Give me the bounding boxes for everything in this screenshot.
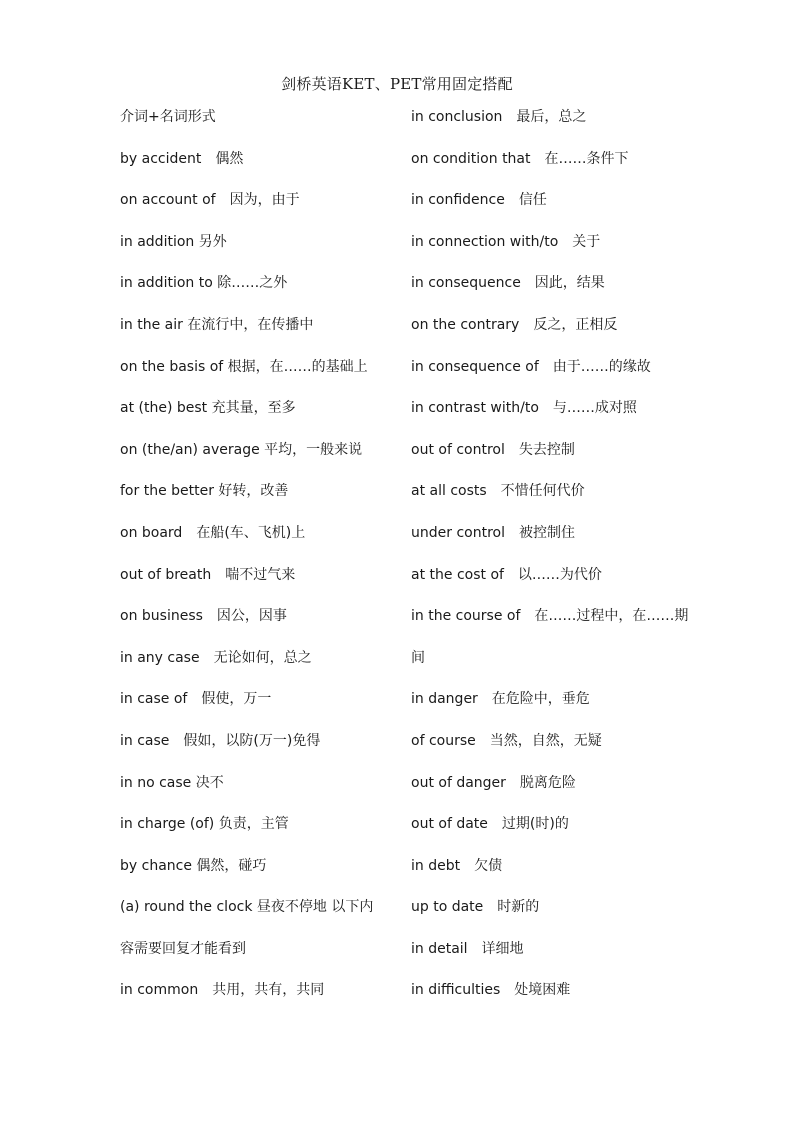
phrase-entry: under control 被控制住: [411, 524, 575, 541]
phrase-entry: out of control 失去控制: [411, 441, 575, 458]
phrase-entry: by chance 偶然，碰巧: [120, 857, 267, 874]
phrase-entry: by accident 偶然: [120, 150, 244, 167]
phrase-entry-continuation: 间: [411, 649, 425, 666]
phrase-entry: on (the/an) average 平均，一般来说: [120, 441, 363, 458]
phrase-entry: at all costs 不惜任何代价: [411, 483, 585, 500]
page-title: 剑桥英语KET、PET常用固定搭配: [281, 75, 513, 93]
phrase-entry: on the basis of 根据，在……的基础上: [120, 358, 368, 375]
right-column: [411, 107, 701, 1022]
phrase-entry: in case 假如，以防(万一)免得: [120, 732, 321, 749]
phrase-entry: on the contrary 反之，正相反: [411, 316, 618, 333]
phrase-entry: in no case 决不: [120, 774, 224, 791]
phrase-entry: out of danger 脱离危险: [411, 774, 576, 791]
section-heading: 介词+名词形式: [120, 109, 216, 125]
phrase-entry: in case of 假使，万一: [120, 691, 272, 708]
phrase-entry: in the course of 在……过程中，在……期: [411, 608, 689, 625]
phrase-entry: in conclusion 最后，总之: [411, 109, 587, 125]
phrase-entry: in any case 无论如何，总之: [120, 649, 312, 666]
phrase-entry: in consequence of 由于……的缘故: [411, 358, 651, 375]
phrase-entry: in the air 在流行中，在传播中: [120, 316, 314, 333]
phrase-entry: in confidence 信任: [411, 192, 547, 209]
phrase-entry: in charge (of) 负责，主管: [120, 816, 289, 833]
phrase-entry: in detail 详细地: [411, 940, 524, 957]
phrase-entry-continuation: 容需要回复才能看到: [120, 940, 246, 957]
left-column: [120, 107, 390, 1022]
phrase-entry: in addition 另外: [120, 233, 227, 250]
phrase-entry: of course 当然，自然，无疑: [411, 732, 602, 749]
phrase-entry: out of date 过期(时)的: [411, 816, 569, 833]
phrase-entry: for the better 好转，改善: [120, 483, 289, 500]
phrase-entry: in connection with/to 关于: [411, 233, 601, 250]
phrase-entry: in danger 在危险中，垂危: [411, 691, 590, 708]
phrase-entry: in difficulties 处境困难: [411, 982, 571, 999]
phrase-entry: at (the) best 充其量，至多: [120, 400, 296, 417]
phrase-entry: in common 共用，共有，共同: [120, 982, 325, 999]
phrase-entry: on condition that 在……条件下: [411, 150, 629, 167]
phrase-entry: (a) round the clock 昼夜不停地 以下内: [120, 899, 374, 916]
phrase-entry: on board 在船(车、飞机)上: [120, 524, 306, 541]
phrase-entry: in contrast with/to 与……成对照: [411, 400, 637, 417]
phrase-entry: in consequence 因此，结果: [411, 275, 605, 292]
phrase-entry: on business 因公，因事: [120, 608, 287, 625]
phrase-entry: in debt 欠债: [411, 857, 503, 874]
phrase-entry: in addition to 除……之外: [120, 275, 288, 292]
phrase-entry: up to date 时新的: [411, 899, 540, 916]
phrase-entry: on account of 因为，由于: [120, 192, 300, 209]
phrase-entry: at the cost of 以……为代价: [411, 566, 602, 583]
phrase-entry: out of breath 喘不过气来: [120, 566, 296, 583]
